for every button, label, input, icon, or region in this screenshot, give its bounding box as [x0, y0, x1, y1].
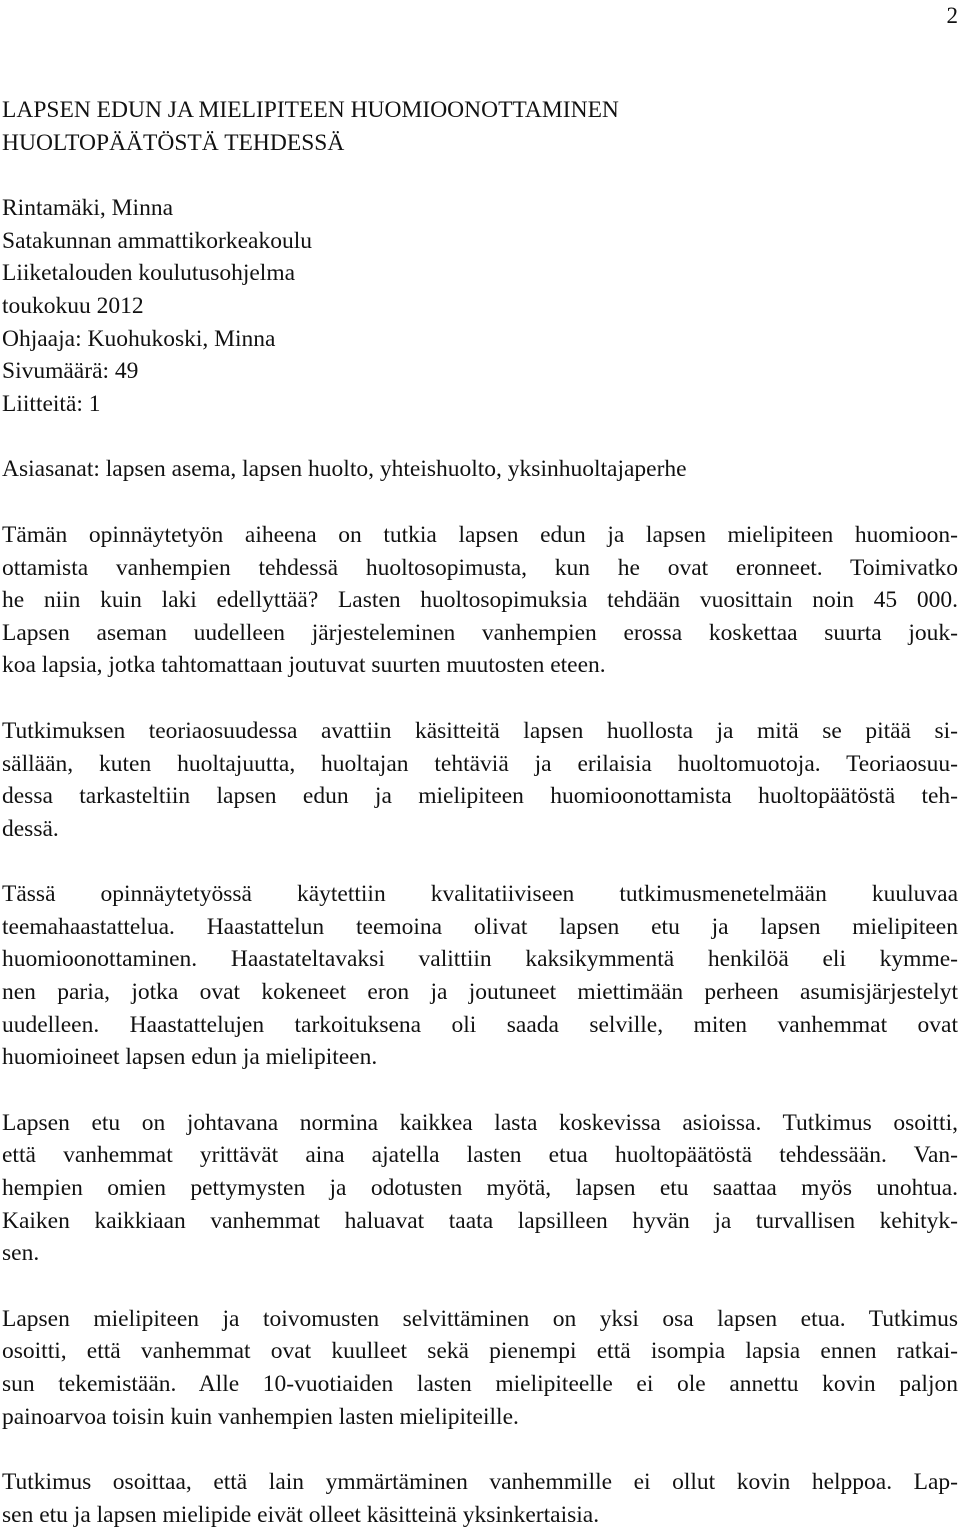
school: Satakunnan ammattikorkeakoulu — [2, 227, 312, 254]
text-line: Lapsen aseman uudelleen järjesteleminen vanhempien erossa koskettaa suurta jouk- — [2, 619, 958, 646]
text-line: Tässä opinnäytetyössä käytettiin kvalitatiiviseen tutkimusmenetelmään kuuluvaa — [2, 881, 958, 908]
abstract-paragraph — [2, 519, 958, 682]
text-line: Tutkimus osoittaa, että lain ymmärtäminen vanhemmille ei ollut kovin helppoa. Lap- — [2, 1469, 958, 1496]
thesis-metadata — [2, 192, 958, 420]
text-line: Lapsen mielipiteen ja toivomusten selvittäminen on yksi osa lapsen etua. Tutkimus — [2, 1305, 958, 1332]
abstract-paragraph — [2, 1107, 958, 1270]
author: Rintamäki, Minna — [2, 195, 174, 222]
text-line: hempien omien pettymysten ja odotusten myötä, lapsen etu saattaa myös unohtua. — [2, 1175, 958, 1202]
text-line: sen. — [2, 1240, 40, 1267]
text-line: painoarvoa toisin kuin vanhempien lasten mielipiteille. — [2, 1403, 519, 1430]
supervisor: Ohjaaja: Kuohukoski, Minna — [2, 325, 276, 352]
date: toukokuu 2012 — [2, 292, 144, 319]
abstract-paragraph — [2, 1303, 958, 1433]
text-line: koa lapsia, jotka tahtomattaan joutuvat suurten muutosten eteen. — [2, 652, 606, 679]
text-line: huomioineet lapsen edun ja mielipiteen. — [2, 1044, 378, 1071]
text-line: huomioonottaminen. Haastateltavaksi valittiin kaksikymmentä henkilöä eli kymme- — [2, 946, 958, 973]
abstract-paragraph — [2, 1466, 958, 1531]
text-line: Kaiken kaikkiaan vanhemmat haluavat taata lapsilleen hyvän ja turvallisen kehityk- — [2, 1207, 958, 1234]
text-line: he niin kuin laki edellyttää? Lasten huoltosopimuksia tehdään vuosittain noin 45 000. — [2, 587, 958, 614]
text-line: nen paria, jotka ovat kokeneet eron ja joutuneet miettimään perheen asumisjärjestelyt — [2, 979, 958, 1006]
page-number: 2 — [946, 3, 958, 28]
abstract-paragraph — [2, 715, 958, 845]
abstract-page — [2, 94, 958, 1531]
title-line: LAPSEN EDUN JA MIELIPITEEN HUOMIOONOTTAMINEN — [2, 97, 619, 123]
page-count: Sivumäärä: 49 — [2, 358, 139, 385]
text-line: sun tekemistään. Alle 10-vuotiaiden lasten mielipiteelle ei ole annettu kovin paljon — [2, 1371, 958, 1397]
text-line: sällään, kuten huoltajuutta, huoltajan tehtäviä ja erilaisia huoltomuotoja. Teoriaosuu- — [2, 750, 958, 777]
text-line: osoitti, että vanhemmat ovat kuulleet sekä pienempi että isompia lapsia ennen ratkai- — [2, 1338, 958, 1365]
text-line: sen etu ja lapsen mielipide eivät olleet käsitteinä yksinkertaisia. — [2, 1501, 600, 1528]
text-line: dessä. — [2, 815, 59, 842]
degree-program: Liiketalouden koulutusohjelma — [2, 260, 296, 287]
text-line: Tämän opinnäytetyön aiheena on tutkia lapsen edun ja lapsen mielipiteen huomioon- — [2, 521, 958, 548]
abstract-paragraph — [2, 878, 958, 1074]
text-line: dessa tarkasteltiin lapsen edun ja mielipiteen huomioonottamista huoltopäätöstä teh- — [2, 783, 958, 810]
text-line: teemahaastattelua. Haastattelun teemoina olivat lapsen etu ja lapsen mielipiteen — [2, 913, 958, 940]
title-line: HUOLTOPÄÄTÖSTÄ TEHDESSÄ — [2, 129, 345, 156]
abstract-body — [2, 519, 958, 1531]
text-line: uudelleen. Haastattelujen tarkoituksena oli saada selville, miten vanhemmat ovat — [2, 1011, 958, 1038]
text-line: Lapsen etu on johtavana normina kaikkea lasta koskevissa asioissa. Tutkimus osoitti, — [2, 1109, 958, 1136]
thesis-title — [2, 94, 958, 159]
text-line: Tutkimuksen teoriaosuudessa avattiin käsitteitä lapsen huollosta ja mitä se pitää si- — [2, 717, 958, 744]
appendix-count: Liitteitä: 1 — [2, 390, 101, 417]
keywords: Asiasanat: lapsen asema, lapsen huolto, yhteishuolto, yksinhuoltajaperhe — [2, 456, 687, 483]
text-line: ottamista vanhempien tehdessä huoltosopimusta, kun he ovat eronneet. Toimivatko — [2, 554, 958, 581]
text-line: että vanhemmat yrittävät aina ajatella lasten etua huoltopäätöstä tehdessään. Van- — [2, 1142, 958, 1169]
